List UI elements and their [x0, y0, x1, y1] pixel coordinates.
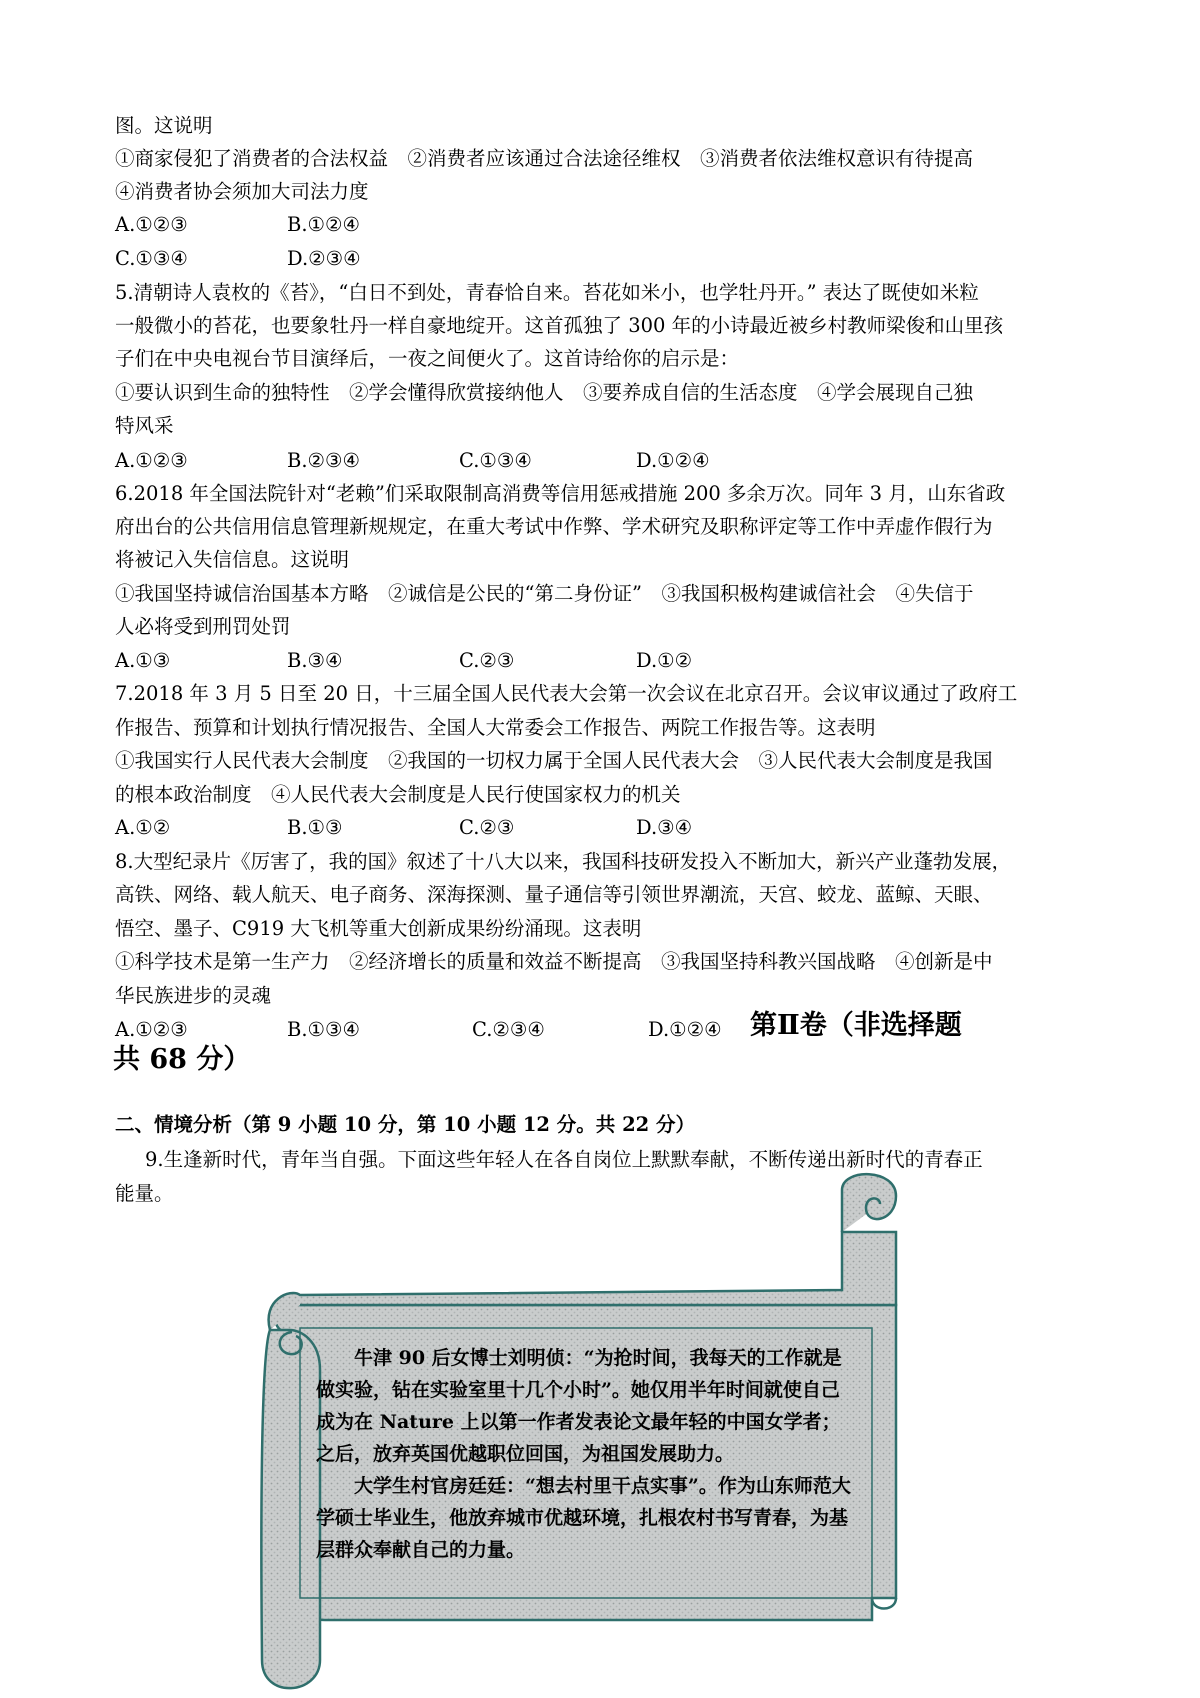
q5-option-a[interactable]: A.①②③: [115, 449, 188, 472]
q9-line1: 9.生逢新时代，青年当自强。下面这些年轻人在各自岗位上默默奉献，不断传递出新时代的青春正: [145, 1148, 983, 1171]
scroll-paragraph-2: 大学生村官房廷廷：“想去村里干点实事”。作为山东师范大学硕士毕业生，他放弃城市优越环境，扎根农村书写青春，为基层群众奉献自己的力量。: [316, 1475, 851, 1561]
q7-line1: 7.2018 年 3 月 5 日至 20 日，十三届全国人民代表大会第一次会议在北京召开。会议审议通过了政府工: [115, 682, 1018, 705]
q8-statements-line2: 华民族进步的灵魂: [115, 984, 272, 1007]
q4-tail: 图。这说明: [115, 114, 213, 137]
q7-option-c[interactable]: C.②③: [459, 816, 515, 839]
part2-heading-part2: 共 68 分）: [113, 1044, 251, 1075]
q6-line1: 6.2018 年全国法院针对“老赖”们采取限制高消费等信用惩戒措施 200 多余万次。同年 3 月，山东省政: [115, 482, 1006, 505]
q6-statements-line2: 人必将受到刑罚处罚: [115, 615, 291, 638]
q7-option-a[interactable]: A.①②: [115, 816, 171, 839]
q4-option-c[interactable]: C.①③④: [115, 247, 188, 270]
q4-statements-line1: ①商家侵犯了消费者的合法权益 ②消费者应该通过合法途径维权 ③消费者依法维权意识有待提高: [115, 147, 974, 170]
q8-line3: 悟空、墨子、C919 大飞机等重大创新成果纷纷涌现。这表明: [115, 917, 642, 940]
q7-statements-line1: ①我国实行人民代表大会制度 ②我国的一切权力属于全国人民代表大会 ③人民代表大会制度是我国: [115, 749, 993, 772]
q8-line1: 8.大型纪录片《厉害了，我的国》叙述了十八大以来，我国科技研发投入不断加大，新兴产业蓬勃发展，: [115, 850, 1012, 873]
q5-line1: 5.清朝诗人袁枚的《苔》，“白日不到处，青春恰自来。苔花如米小，也学牡丹开。” 表达了既使如米粒: [115, 281, 979, 304]
scroll-top-right-curl: [842, 1174, 896, 1232]
q8-option-c[interactable]: C.②③④: [472, 1018, 545, 1041]
q6-line2: 府出台的公共信用信息管理新规规定，在重大考试中作弊、学术研究及职称评定等工作中弄虚作假行为: [115, 515, 993, 538]
q7-statements-line2: 的根本政治制度 ④人民代表大会制度是人民行使国家权力的机关: [115, 783, 681, 806]
q6-option-c[interactable]: C.②③: [459, 649, 515, 672]
q8-option-a[interactable]: A.①②③: [115, 1018, 188, 1041]
q5-line2: 一般微小的苔花，也要象牡丹一样自豪地绽开。这首孤独了 300 年的小诗最近被乡村教师梁俊和山里孩: [115, 314, 1004, 337]
scroll-bottom-right-curl: [872, 1598, 896, 1609]
q5-line3: 子们在中央电视台节目演绎后，一夜之间便火了。这首诗给你的启示是：: [115, 347, 740, 370]
q5-option-b[interactable]: B.②③④: [287, 449, 360, 472]
q8-option-b[interactable]: B.①③④: [287, 1018, 360, 1041]
q6-option-a[interactable]: A.①③: [115, 649, 171, 672]
q4-option-d[interactable]: D.②③④: [287, 247, 361, 270]
section2-title: 二、情境分析（第 9 小题 10 分，第 10 小题 12 分。共 22 分）: [115, 1113, 696, 1136]
scroll-paragraph-1: 牛津 90 后女博士刘明侦：“为抢时间，我每天的工作就是做实验，钻在实验室里十几个小时”。她仅用半年时间就使自己成为在 Nature 上以第一作者发表论文最年轻的中国女学者；之后，放弃英国优越职位回国，为祖国发展助力。: [316, 1347, 842, 1465]
q7-option-b[interactable]: B.①③: [287, 816, 343, 839]
q8-option-d[interactable]: D.①②④: [648, 1018, 722, 1041]
scroll-text-area: [300, 1330, 872, 1596]
q7-option-d[interactable]: D.③④: [636, 816, 693, 839]
q4-statements-line2: ④消费者协会须加大司法力度: [115, 180, 369, 203]
q6-option-b[interactable]: B.③④: [287, 649, 343, 672]
q6-statements-line1: ①我国坚持诚信治国基本方略 ②诚信是公民的“第二身份证” ③我国积极构建诚信社会 ④失信于: [115, 582, 974, 605]
q5-option-c[interactable]: C.①③④: [459, 449, 532, 472]
q8-statements-line1: ①科学技术是第一生产力 ②经济增长的质量和效益不断提高 ③我国坚持科教兴国战略 ④创新是中: [115, 950, 993, 973]
q6-line3: 将被记入失信信息。这说明: [115, 548, 350, 571]
q4-option-a[interactable]: A.①②③: [115, 213, 188, 236]
q8-line2: 高铁、网络、载人航天、电子商务、深海探测、量子通信等引领世界潮流，天宫、蛟龙、蓝鲸、天眼、: [115, 883, 993, 906]
q9-line2: 能量。: [115, 1182, 174, 1205]
q7-line2: 作报告、预算和计划执行情况报告、全国人大常委会工作报告、两院工作报告等。这表明: [115, 716, 876, 739]
q5-statements-line2: 特风采: [115, 414, 174, 437]
q6-option-d[interactable]: D.①②: [636, 649, 693, 672]
part2-heading-part1: 第Ⅱ卷（非选择题: [750, 1010, 962, 1041]
q5-statements-line1: ①要认识到生命的独特性 ②学会懂得欣赏接纳他人 ③要养成自信的生活态度 ④学会展现自己独: [115, 381, 974, 404]
q5-option-d[interactable]: D.①②④: [636, 449, 710, 472]
q4-option-b[interactable]: B.①②④: [287, 213, 360, 236]
